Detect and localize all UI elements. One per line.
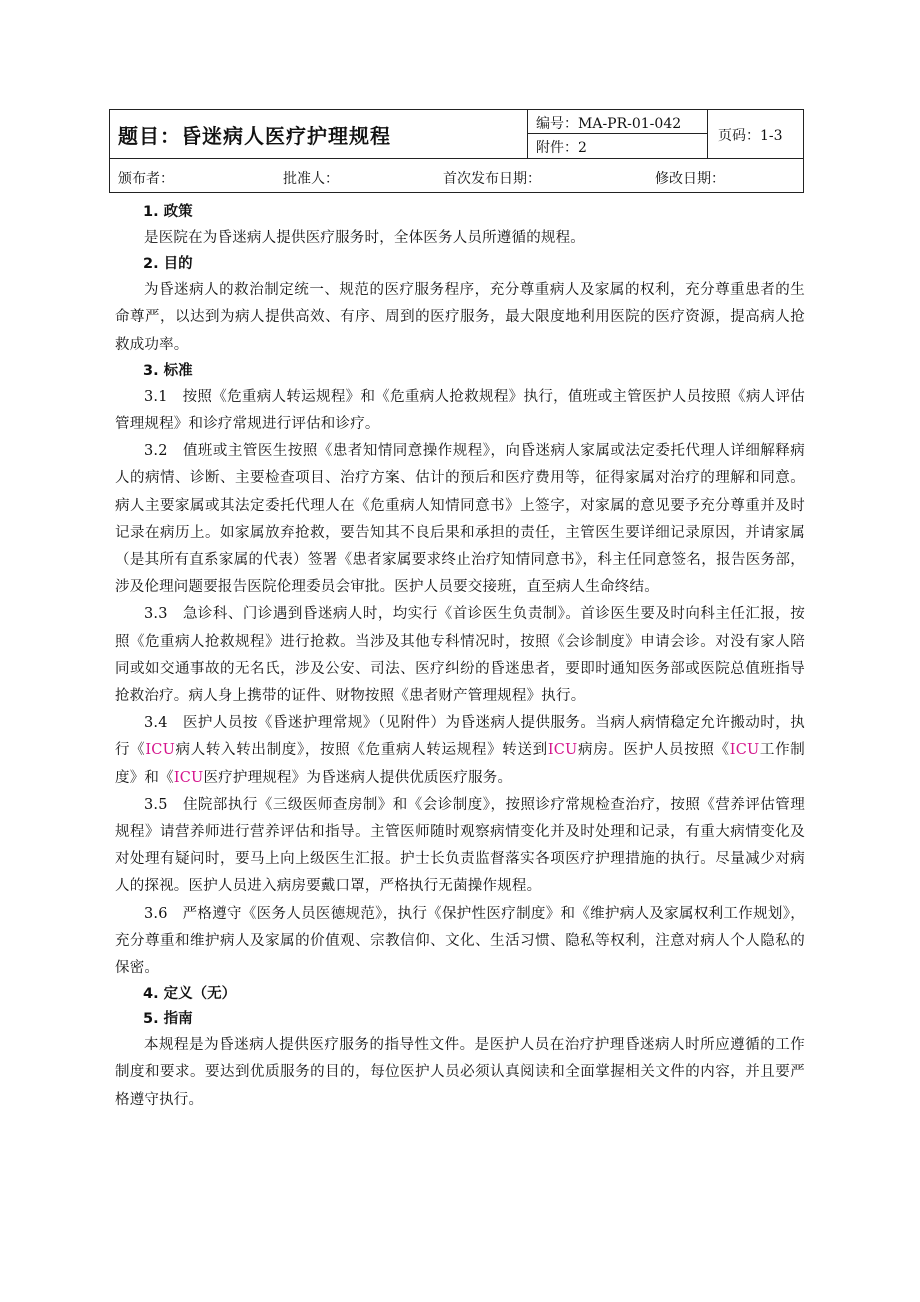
section-heading-purpose: 2. 目的 — [143, 256, 193, 273]
publisher-label: 颁布者： — [118, 171, 174, 187]
standard-3-4-text-3: 病房。医护人员按照《 — [577, 742, 730, 759]
page-number: 页码：1-3 — [718, 128, 783, 144]
title-cell — [110, 110, 528, 158]
standard-3-4-text-4: 工作制度》和《 — [115, 742, 806, 786]
standard-3-6: 3.6 严格遵守《医务人员医德规范》，执行《保护性医疗制度》和《维护病人及家属权利工作规划》，充分尊重和维护病人及家属的价值观、宗教信仰、文化、生活习惯、隐私等权利，注意对病人个人隐私的保密。 — [115, 905, 805, 977]
standard-3-4 — [115, 710, 805, 792]
document-title: 题目：昏迷病人医疗护理规程 — [118, 124, 391, 148]
attachment-cell — [528, 134, 707, 158]
icu-term: ICU — [547, 742, 578, 759]
guide-paragraph: 本规程是为昏迷病人提供医疗服务的指导性文件。是医护人员在治疗护理昏迷病人时所应遵循的工作制度和要求。要达到优质服务的目的，每位医护人员必须认真阅读和全面掌握相关文件的内容，并且要严格遵守执行。 — [115, 1037, 805, 1108]
section-heading-policy: 1. 政策 — [143, 204, 193, 220]
header-table — [109, 109, 804, 193]
purpose-paragraph: 为昏迷病人的救治制定统一、规范的医疗服务程序，充分尊重病人及家属的权利，充分尊重患者的生命尊严，以达到为病人提供高效、有序、周到的医疗服务，最大限度地利用医院的医疗资源，提高病人抢救成功率。 — [115, 282, 805, 353]
icu-term: ICU — [729, 742, 760, 759]
standard-3-4-text-1: 3.4 医护人员按《昏迷护理常规》（见附件）为昏迷病人提供服务。当病人病情稳定允许搬动时，执行《 — [115, 715, 805, 759]
attachment-count: 附件：2 — [536, 140, 587, 156]
standard-3-2: 3.2 值班或主管医生按照《患者知情同意操作规程》，向昏迷病人家属或法定委托代理人详细解释病人的病情、诊断、主要检查项目、治疗方案、估计的预后和医疗费用等，征得家属对治疗的理解和同意。病人主要家属或其法定委托代理人在《危重病人知情同意书》上签字，对家属的意见要予充分尊重并及时记录在病历上。如家属放弃抢救，要告知其不良后果和承担的责任，主管医生要详细记录原因，并请家属（是其所有直系家属的代表）签署《患者家属要求终止治疗知情同意书》，科主任同意签名，报告医务部，涉及伦理问题要报告医院伦理委员会审批。医护人员要交接班，直至病人生命终结。 — [115, 443, 805, 596]
header-row-2 — [110, 159, 803, 193]
policy-paragraph: 是医院在为昏迷病人提供医疗服务时，全体医务人员所遵循的规程。 — [144, 230, 585, 246]
page-number-cell — [708, 110, 804, 158]
standard-3-3: 3.3 急诊科、门诊遇到昏迷病人时，均实行《首诊医生负责制》。首诊医生要及时向科主任汇报，按照《危重病人抢救规程》进行抢救。当涉及其他专科情况时，按照《会诊制度》申请会诊。对没有家人陪同或如交通事故的无名氏，涉及公安、司法、医疗纠纷的昏迷患者，要即时通知医务部或医院总值班指导抢救治疗。病人身上携带的证件、财物按照《患者财产管理规程》执行。 — [115, 606, 805, 705]
revision-date-label: 修改日期： — [655, 171, 725, 187]
first-publish-date-label: 首次发布日期： — [443, 171, 541, 187]
approver-label: 批准人： — [283, 171, 339, 187]
standard-3-4-text-5: 医疗护理规程》为昏迷病人提供优质医疗服务。 — [203, 769, 513, 786]
section-heading-standard: 3. 标准 — [143, 362, 193, 379]
standard-3-1: 3.1 按照《危重病人转运规程》和《危重病人抢救规程》执行，值班或主管医护人员按照《病人评估管理规程》和诊疗常规进行评估和诊疗。 — [115, 388, 805, 433]
section-heading-guide: 5. 指南 — [143, 1011, 193, 1028]
icu-term: ICU — [173, 769, 204, 786]
code-cell — [528, 110, 708, 158]
document-body — [115, 200, 805, 1114]
section-heading-definition: 4. 定义（无） — [143, 986, 237, 1003]
icu-term: ICU — [145, 742, 176, 759]
code-number-cell — [528, 110, 707, 134]
standard-3-5: 3.5 住院部执行《三级医师查房制》和《会诊制度》，按照诊疗常规检查治疗，按照《营养评估管理规程》请营养师进行营养评估和指导。主管医师随时观察病情变化并及时处理和记录，有重大病情变化及对处理有疑问时，要马上向上级医生汇报。护士长负责监督落实各项医疗护理措施的执行。尽量减少对病人的探视。医护人员进入病房要戴口罩，严格执行无菌操作规程。 — [115, 796, 805, 895]
document-code: 编号：MA-PR-01-042 — [536, 116, 682, 132]
header-row-1 — [110, 110, 803, 159]
standard-3-4-text-2: 病人转入转出制度》，按照《危重病人转运规程》转送到 — [175, 742, 548, 759]
